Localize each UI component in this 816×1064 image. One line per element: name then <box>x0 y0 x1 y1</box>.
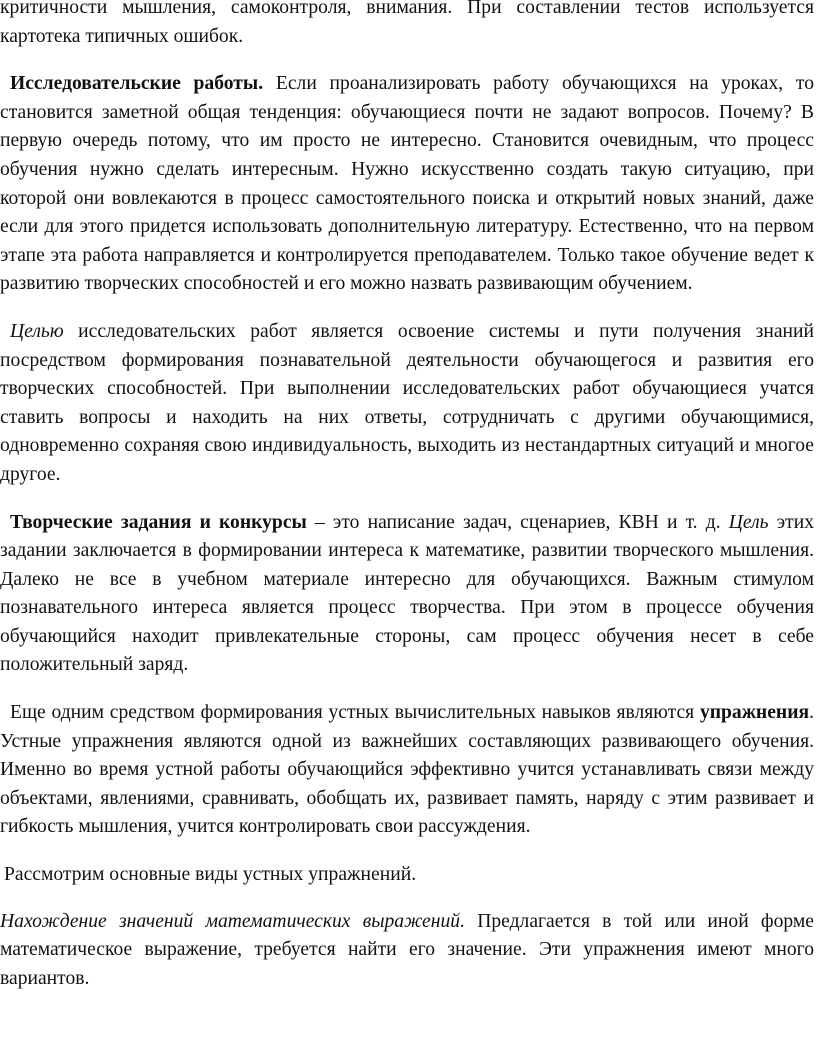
paragraph-text: Еще одним средством формирования устных вычислительных навыков являются <box>10 702 700 724</box>
paragraph-text: критичности мышления, самоконтроля, внимания. При составлении тестов используется картотека типичных ошибок. <box>0 0 814 47</box>
paragraph-text: Рассмотрим основные виды устных упражнений. <box>4 864 417 886</box>
term-goal: Цель <box>728 511 769 533</box>
paragraph-text: этих задании заключается в формировании интереса к математике, развитии творческого мышления. Далеко не все в учебном материале интересно для обучающихся. Важным стимулом познавательного интереса является процесс творчества. При этом в процессе обучения обучающийся находит привлекательные стороны, сам процесс обучения несет в себе положительный заряд. <box>0 511 814 676</box>
paragraph-exercise-types <box>0 861 814 890</box>
paragraph-expression-values <box>0 908 814 994</box>
paragraph-research-work <box>0 70 814 299</box>
paragraph-text: Предлагается в той или иной форме математическое выражение, требуется найти его значение. Эти упражнения имеют много вариантов. <box>0 910 814 989</box>
term-goal: Целью <box>10 320 64 342</box>
paragraph-creative-tasks <box>0 509 814 681</box>
paragraph-research-goal <box>0 318 814 490</box>
heading-research-work: Исследовательские работы. <box>10 73 264 95</box>
paragraph-exercises <box>0 699 814 842</box>
paragraph-text: исследовательских работ является освоение системы и пути получения знаний посредством формирования познавательной деятельности обучающегося и развития его творческих способностей. При выполнении исследовательских работ обучающиеся учатся ставить вопросы и находить на них ответы, сотрудничать с другими обучающимися, одновременно сохраняя свою индивидуальность, выходить из нестандартных ситуаций и многое другое. <box>0 320 814 485</box>
paragraph-text: – это написание задач, сценариев, КВН и т. д. <box>306 511 729 533</box>
heading-expression-values: Нахождение значений математических выражений. <box>0 910 465 932</box>
heading-creative-tasks: Творческие задания и конкурсы <box>10 511 307 533</box>
paragraph-text: Если проанализировать работу обучающихся на уроках, то становится заметной общая тенденция: обучающиеся почти не задают вопросов. Почему? В первую очередь потому, что им просто не интересно. Становится очевидным, что процесс обучения нужно сделать интересным. Нужно искусственно создать такую ситуацию, при которой они вовлекаются в процесс самостоятельного поиска и открытий новых знаний, даже если для этого придется использовать дополнительную литературу. Естественно, что на первом этапе эта работа направляется и контролируется преподавателем. Только такое обучение ведет к развитию творческих способностей и его можно назвать развивающим обучением. <box>0 73 815 295</box>
paragraph-text: . Устные упражнения являются одной из важнейших составляющих развивающего обучения. Именно во время устной работы обучающийся эффективно учится устанавливать связи между объектами, явлениями, сравнивать, обобщать их, развивает память, наряду с этим развивает и гибкость мышления, учится контролировать свои рассуждения. <box>0 702 814 838</box>
term-exercises: упражнения <box>699 702 810 724</box>
paragraph-testing-continuation <box>0 0 814 51</box>
